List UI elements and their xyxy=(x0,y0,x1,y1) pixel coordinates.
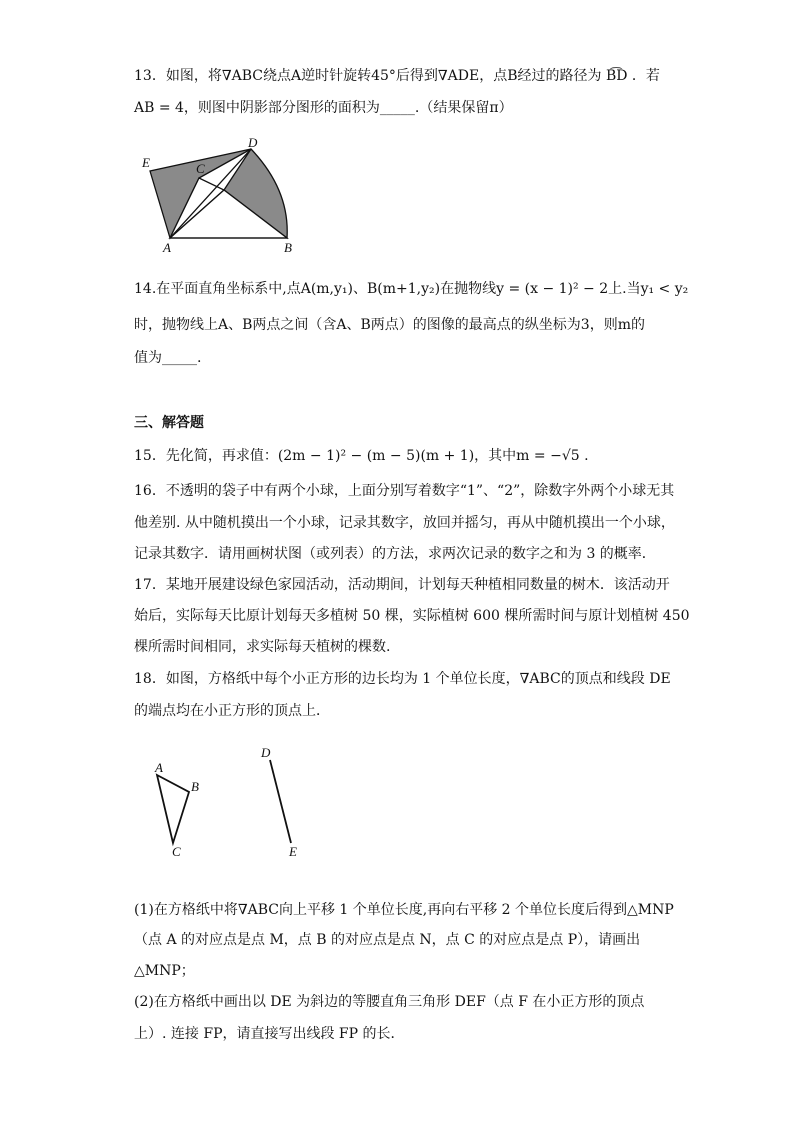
q18-label-C: C xyxy=(172,844,181,859)
q18-label-E: E xyxy=(289,844,297,859)
q13-label-A: A xyxy=(163,240,171,255)
q18-part1-line-1: (1)在方格纸中将∇ABC向上平移 1 个单位长度,再向右平移 2 个单位长度后得到△MNP xyxy=(134,902,674,918)
q13-line-2: AB = 4，则图中阴影部分图形的面积为_____.（结果保留π） xyxy=(134,100,513,116)
q18-label-B: B xyxy=(191,779,199,794)
q18-part1-line-2: （点 A 的对应点是点 M，点 B 的对应点是点 N，点 C 的对应点是点 P），请画出 xyxy=(134,932,641,948)
q17-line-2: 始后，实际每天比原计划每天多植树 50 棵，实际植树 600 棵所需时间与原计划植树 450 xyxy=(134,608,690,624)
q13-label-E: E xyxy=(142,155,150,170)
q18-segment-DE xyxy=(270,760,291,843)
q16-line-1: 16．不透明的袋子中有两个小球，上面分别写着数字“1”、“2”，除数字外两个小球无其 xyxy=(134,483,675,499)
section-title: 三、解答题 xyxy=(134,415,204,431)
q13-label-D: D xyxy=(248,135,258,150)
q15-line-1: 15．先化简，再求值：(2m − 1)² − (m − 5)(m + 1)，其中m = −√5 . xyxy=(134,448,589,464)
q16-line-2: 他差别. 从中随机摸出一个小球，记录其数字，放回并摇匀，再从中随机摸出一个小球， xyxy=(134,515,675,531)
q18-line-2: 的端点均在小正方形的顶点上． xyxy=(134,703,330,719)
q14-line-2: 时，抛物线上A、B两点之间（含A、B两点）的图像的最高点的纵坐标为3，则m的 xyxy=(134,317,645,333)
q18-label-D: D xyxy=(261,745,271,760)
q18-part1-line-3: △MNP； xyxy=(134,963,195,979)
q17-line-3: 棵所需时间相同，求实际每天植树的棵数. xyxy=(134,639,391,655)
q18-part2-line-2: 上）. 连接 FP，请直接写出线段 FP 的长． xyxy=(134,1026,405,1042)
q13-line-1: 13．如图，将∇ABC绕点A逆时针旋转45°后得到∇ADE，点B经过的路径为 B͡D ．若 xyxy=(134,68,660,84)
q13-label-B: B xyxy=(284,240,292,255)
q18-line-1: 18．如图，方格纸中每个小正方形的边长均为 1 个单位长度，∇ABC的顶点和线段 DE xyxy=(134,671,671,687)
q17-line-1: 17．某地开展建设绿色家园活动，活动期间，计划每天种植相同数量的树木．该活动开 xyxy=(134,577,670,593)
q14-line-3: 值为_____. xyxy=(134,350,202,366)
q18-part2-line-1: (2)在方格纸中画出以 DE 为斜边的等腰直角三角形 DEF（点 F 在小正方形的顶点 xyxy=(134,994,645,1010)
q14-line-1: 14.在平面直角坐标系中,点A(m,y₁)、B(m+1,y₂)在抛物线y = (x − 1)² − 2上.当y₁ < y₂ xyxy=(134,281,689,297)
q18-triangle-ABC xyxy=(157,775,189,843)
q16-line-3: 记录其数字．请用画树状图（或列表）的方法，求两次记录的数字之和为 3 的概率． xyxy=(134,546,656,562)
q13-label-C: C xyxy=(196,161,205,176)
q18-label-A: A xyxy=(155,760,163,775)
